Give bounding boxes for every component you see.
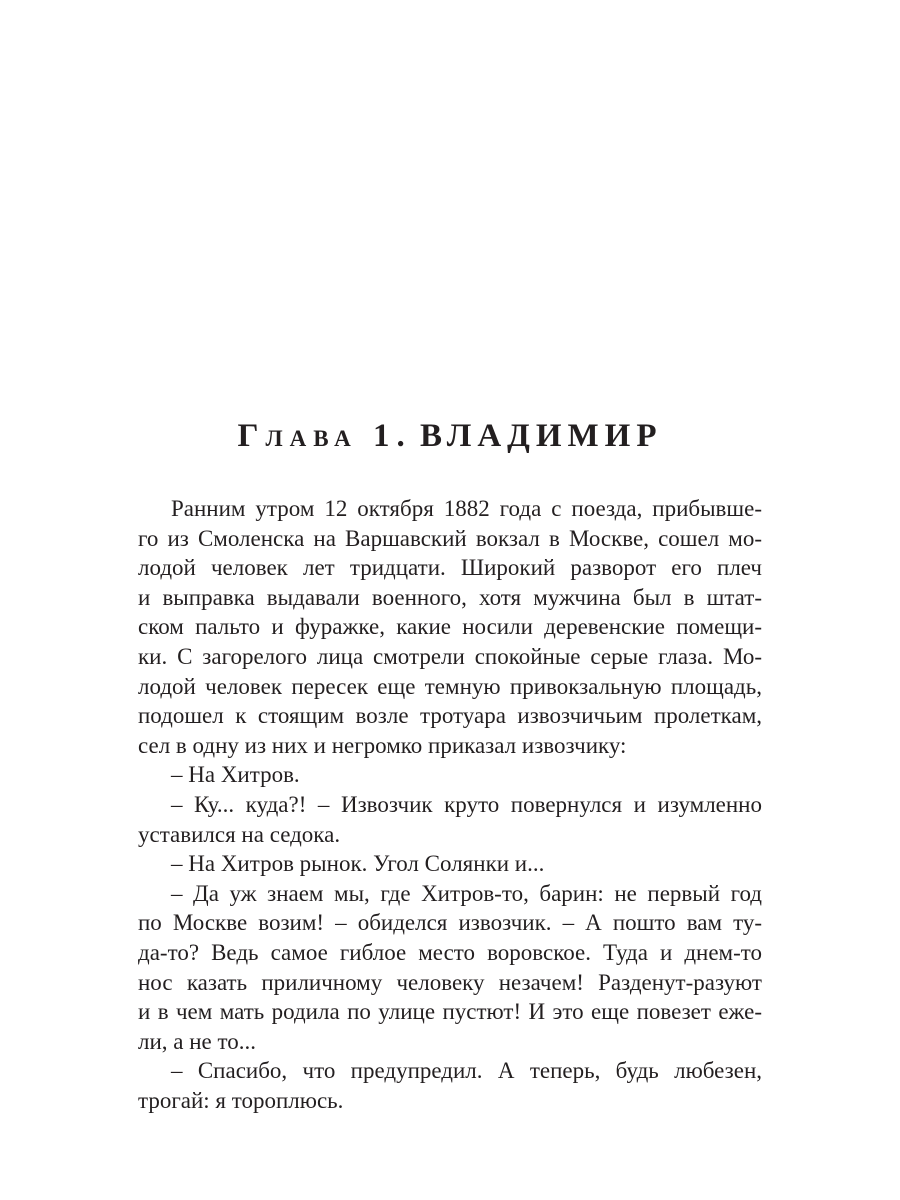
- text-line: ском пальто и фуражке, какие носили деревенские помещи-: [138, 614, 762, 640]
- text-line: да-то? Ведь самое гиблое место воровское. Туда и днем-то: [138, 939, 762, 965]
- text-line: – На Хитров рынок. Угол Солянки и...: [171, 851, 545, 877]
- text-line: – Да уж знаем мы, где Хитров-то, барин: не первый год: [171, 880, 762, 906]
- text-line: подошел к стоящим возле тротуара извозчичьим пролеткам,: [138, 703, 762, 729]
- text-line: трогай: я тороплюсь.: [138, 1087, 344, 1113]
- text-line: го из Смоленска на Варшавский вокзал в Москве, сошел мо-: [138, 525, 762, 551]
- text-line: ли, а не то...: [138, 1028, 257, 1054]
- text-line: лодой человек лет тридцати. Широкий разворот его плеч: [138, 555, 762, 581]
- text-line: ки. С загорелого лица смотрели спокойные серые глаза. Мо-: [138, 643, 762, 669]
- text-line: лодой человек пересек еще темную привокзальную площадь,: [138, 673, 762, 699]
- text-line: по Москве возим! – обиделся извозчик. – А пошто вам ту-: [138, 910, 762, 936]
- text-line: нос казать приличному человеку незачем! Разденут-разуют: [138, 969, 762, 995]
- chapter-text: [138, 494, 762, 1115]
- text-line: и в чем мать родила по улице пустют! И это еще повезет еже-: [138, 999, 762, 1025]
- text-line: – Ку... куда?! – Извозчик круто повернулся и изумленно: [171, 791, 762, 817]
- text-line: и выправка выдавали военного, хотя мужчина был в штат-: [138, 584, 762, 610]
- text-line: уставился на седока.: [138, 821, 341, 847]
- chapter-heading: [0, 412, 900, 460]
- chapter-number: Глава 1.: [237, 418, 412, 454]
- chapter-title: ВЛАДИМИР: [419, 418, 663, 454]
- text-line: Ранним утром 12 октября 1882 года с поезда, прибывше-: [171, 496, 762, 521]
- text-line: сел в одну из них и негромко приказал извозчику:: [138, 732, 627, 758]
- text-line: – На Хитров.: [171, 762, 300, 788]
- text-line: – Спасибо, что предупредил. А теперь, будь любезен,: [171, 1058, 762, 1084]
